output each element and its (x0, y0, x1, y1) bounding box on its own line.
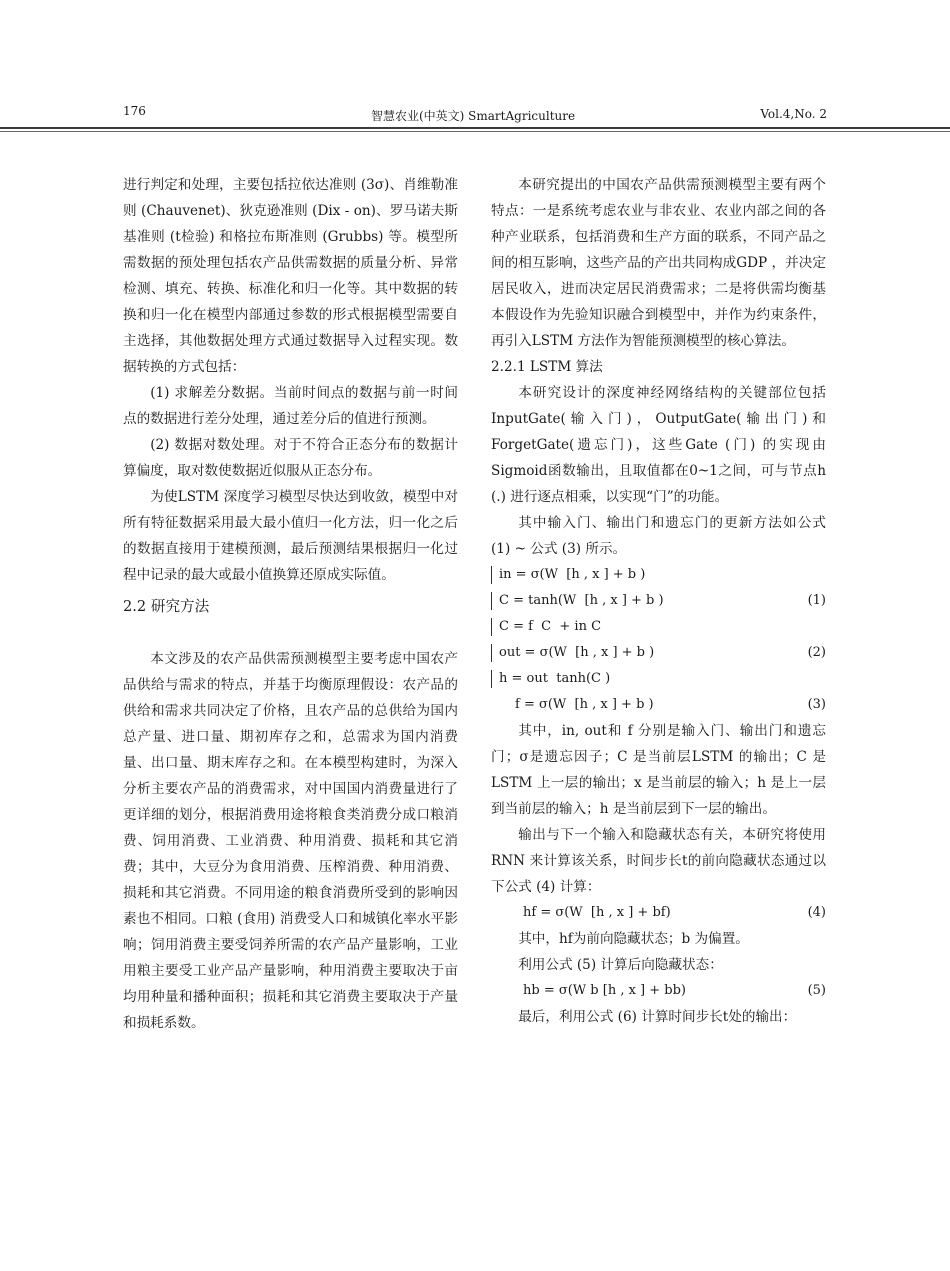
equation-1b: C = tanh(W [h , x ] + b ) (1) (491, 588, 826, 614)
paragraph: 本研究提出的中国农产品供需预测模型主要有两个特点：一是系统考虑农业与非农业、农业内部之间的各种产业联系，包括消费和生产方面的联系，不同产品之间的相互影响，这些产品的产出共同构成GDP ，并决定居民收入，进而决定居民消费需求；二是将供需均衡基本假设作为先验知识融合到模型中，并作为约束条件，再引入LSTM 方法作为智能预测模型的核心算法。 (491, 177, 826, 349)
paragraph: 其中输入门、输出门和遗忘门的更新方法如公式 (1) ~ 公式 (3) 所示。 (491, 515, 826, 557)
paragraph: 其中，in, out和 f 分别是输入门、输出门和遗忘门；σ是遗忘因子；C 是当前层LSTM 的输出；C 是LSTM 上一层的输出；x 是当前层的输入；h 是上一层到当前层的输入；h 是当前层到下一层的输出。 (491, 723, 826, 817)
left-column (123, 172, 458, 1036)
equation-brace (491, 618, 496, 636)
journal-title: 智慧农业(中英文) SmartAgriculture (371, 109, 576, 123)
page-header (123, 104, 827, 126)
equation-brace (491, 592, 496, 610)
header-rule-thick (0, 127, 950, 129)
paragraph: 为使LSTM 深度学习模型尽快达到收敛，模型中对所有特征数据采用最大最小值归一化方法，归一化之后的数据直接用于建模预测，最后预测结果根据归一化过程中记录的最大或最小值换算还原成实际值。 (123, 489, 458, 583)
equation-brace (491, 644, 496, 662)
paragraph: 最后，利用公式 (6) 计算时间步长t处的输出： (518, 1009, 797, 1025)
equation-3: f = σ(W [h , x ] + b ) (3) (491, 692, 826, 718)
paragraph: (2) 数据对数处理。对于不符合正态分布的数据计算偏度，取对数使数据近似服从正态分布。 (123, 437, 458, 479)
equation-1a: in = σ(W [h , x ] + b ) (491, 562, 826, 588)
equation-2a: out = σ(W [h , x ] + b ) (2) (491, 640, 826, 666)
right-column (491, 172, 826, 1030)
paragraph: 进行判定和处理，主要包括拉依达准则 (3σ)、肖维勒准则 (Chauvenet)、狄克逊准则 (Dix - on)、罗马诺夫斯基准则 (t检验) 和格拉布斯准则 (Grubbs) 等。模型所需数据的预处理包括农产品供需数据的质量分析、异常检测、填充、转换、标准化和归一化等。其中数据的转换和归一化在模型内部通过参数的形式根据模型需要自主选择，其他数据处理方式通过数据导入过程实现。数据转换的方式包括： (123, 177, 458, 375)
paragraph: 输出与下一个输入和隐藏状态有关，本研究将使用RNN 来计算该关系，时间步长t的前向隐藏状态通过以下公式 (4) 计算： (491, 827, 826, 895)
paragraph: (1) 求解差分数据。当前时间点的数据与前一时间点的数据进行差分处理，通过差分后的值进行预测。 (123, 385, 458, 427)
equation-number: (2) (807, 645, 826, 660)
equation-number: (1) (807, 593, 826, 608)
paragraph: 本文涉及的农产品供需预测模型主要考虑中国农产品供给与需求的特点，并基于均衡原理假设：农产品的供给和需求共同决定了价格，且农产品的总供给为国内总产量、进口量、期初库存之和，总需求为国内消费量、出口量、期末库存之和。在本模型构建时，为深入分析主要农产品的消费需求，对中国国内消费量进行了更详细的划分，根据消费用途将粮食类消费分成口粮消费、饲用消费、工业消费、种用消费、损耗和其它消费；其中，大豆分为食用消费、压榨消费、种用消费、损耗和其它消费。不同用途的粮食消费所受到的影响因素也不相同。口粮 (食用) 消费受人口和城镇化率水平影响；饲用消费主要受饲养所需的农产品产量影响，工业用粮主要受工业产品产量影响，种用消费主要取决于亩均用种量和播种面积；损耗和其它消费主要取决于产量和损耗系数。 (123, 651, 458, 1031)
equation-1c: C = f C + in C (491, 614, 826, 640)
subsection-heading: 2.2.1 LSTM 算法 (491, 359, 603, 375)
equation-brace (491, 670, 496, 688)
paragraph: 利用公式 (5) 计算后向隐藏状态： (518, 957, 723, 973)
paragraph: 其中，hf为前向隐藏状态；b 为偏置。 (518, 931, 749, 947)
equation-2b: h = out tanh(C ) (491, 666, 826, 692)
equation-4: hf = σ(W [h , x ] + bf) (4) (491, 900, 826, 926)
header-rule-thin (0, 131, 950, 132)
equation-number: (4) (807, 905, 826, 920)
paragraph: 本研究设计的深度神经网络结构的关键部位包括InputGate(输入门)，OutputGate(输出门)和ForgetGate(遗忘门)，这些Gate (门) 的实现由Sigmoid函数输出，且取值都在0~1之间，可与节点h (.) 进行逐点相乘，以实现“门”的功能。 (491, 385, 826, 505)
section-heading: 2.2 研究方法 (123, 598, 210, 615)
page-number: 176 (123, 104, 146, 118)
equation-number: (5) (807, 983, 826, 998)
volume-info: Vol.4,No. 2 (760, 107, 827, 121)
equation-brace (491, 566, 496, 584)
equation-5: hb = σ(W b [h , x ] + bb) (5) (491, 978, 826, 1004)
equation-number: (3) (807, 697, 826, 712)
